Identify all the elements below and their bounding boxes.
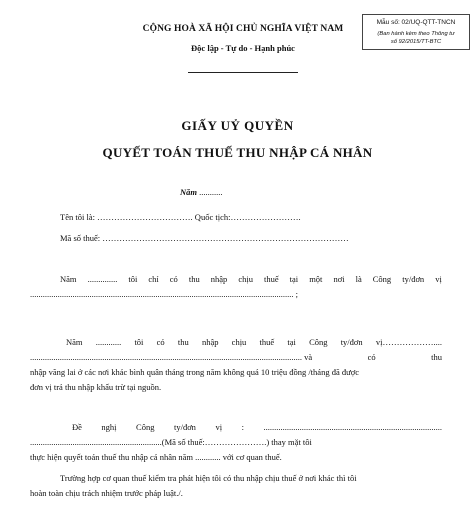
para1-row2: ............................................................................................................................ ;	[30, 289, 298, 299]
para3-row3: thực hiện quyết toán thuế thu nhập cá nhân năm ............ với cơ quan thuế.	[30, 452, 282, 462]
word: thu	[177, 337, 189, 347]
para4-row1: Trường hợp cơ quan thuế kiểm tra phát hiện tôi có thu nhập chịu thuế ở nơi khác thì tôi	[60, 473, 357, 483]
document-subtitle: QUYẾT TOÁN THUẾ THU NHẬP CÁ NHÂN	[102, 145, 373, 160]
para2-row3: nhập vãng lai ở các nơi khác bình quân tháng trong năm không quá 10 triệu đồng /tháng đã được	[30, 367, 359, 377]
word: là	[355, 274, 362, 284]
paragraph-single-income	[30, 272, 442, 302]
form-note	[365, 30, 467, 46]
word: ty/đơn	[402, 274, 425, 284]
word: ty/đơn	[340, 337, 363, 347]
year-blank: ..............	[87, 274, 118, 284]
form-note-line2: số 92/2015/TT-BTC	[390, 39, 442, 45]
para1-row1	[30, 272, 442, 287]
para4-row2: hoàn toàn chịu trách nhiệm trước pháp luật./.	[30, 488, 183, 498]
word: Năm	[66, 337, 83, 347]
year-line	[180, 187, 223, 197]
word: chịu	[238, 274, 253, 284]
text-segment: ................................................................................................................................ và	[30, 352, 313, 362]
word: có	[367, 352, 376, 362]
document-title: GIẤY UỶ QUYỀN	[181, 118, 294, 133]
word: thu	[188, 274, 200, 284]
word: Năm	[60, 274, 77, 284]
word: :	[241, 422, 244, 432]
word: Đề	[72, 422, 82, 432]
word: thu	[431, 352, 442, 362]
form-note-line1: (Ban hành kèm theo Thông tư	[377, 31, 455, 37]
word: tôi	[134, 337, 144, 347]
word: thuế	[263, 274, 279, 284]
word: vị	[435, 274, 442, 284]
word: chịu	[231, 337, 247, 347]
para2-row1	[30, 335, 442, 350]
word: vị………………....	[375, 337, 442, 347]
word: chỉ	[148, 274, 159, 284]
name-field: Tên tôi là: ……………………………. Quốc tịch:…………………….	[60, 212, 301, 222]
word: Công	[309, 337, 328, 347]
word: Công	[136, 422, 155, 432]
word: ty/đơn	[173, 422, 196, 432]
motto-underline	[188, 72, 298, 73]
year-label: Năm	[180, 187, 197, 197]
form-code-box	[362, 14, 470, 50]
word: vị	[215, 422, 223, 432]
word: có	[169, 274, 178, 284]
year-dots: ...........	[197, 187, 223, 197]
word: Công	[372, 274, 392, 284]
word: tại	[289, 274, 299, 284]
motto: Độc lập - Tự do - Hạnh phúc	[191, 43, 295, 53]
word: có	[156, 337, 165, 347]
year-blank: ............	[95, 337, 122, 347]
word: thuế	[259, 337, 275, 347]
paragraph-authorization-request	[30, 420, 442, 465]
para2-row4: đơn vị trả thu nhập khấu trừ tại nguồn.	[30, 382, 162, 392]
word: nghị	[101, 422, 117, 432]
form-code: Mẫu số: 02/UQ-QTT-TNCN	[376, 19, 456, 26]
word: tôi	[128, 274, 138, 284]
word: một	[309, 274, 323, 284]
para3-row1	[30, 420, 442, 435]
paragraph-liability	[30, 471, 442, 501]
word: tại	[287, 337, 296, 347]
word: nơi	[333, 274, 345, 284]
national-title: CỘNG HOÀ XÃ HỘI CHỦ NGHĨA VIỆT NAM	[142, 24, 344, 34]
word: nhập	[210, 274, 228, 284]
paragraph-multiple-income	[30, 335, 442, 395]
company-blank: ....................................................................................	[263, 422, 442, 432]
word: nhập	[201, 337, 219, 347]
para2-row2	[30, 350, 442, 365]
para3-row2: ..............................................................(Mã số thuế:………………….) thay mặt tôi	[30, 437, 312, 447]
tax-code-field: Mã số thuế: ……………………………………………………………………………	[60, 233, 349, 243]
